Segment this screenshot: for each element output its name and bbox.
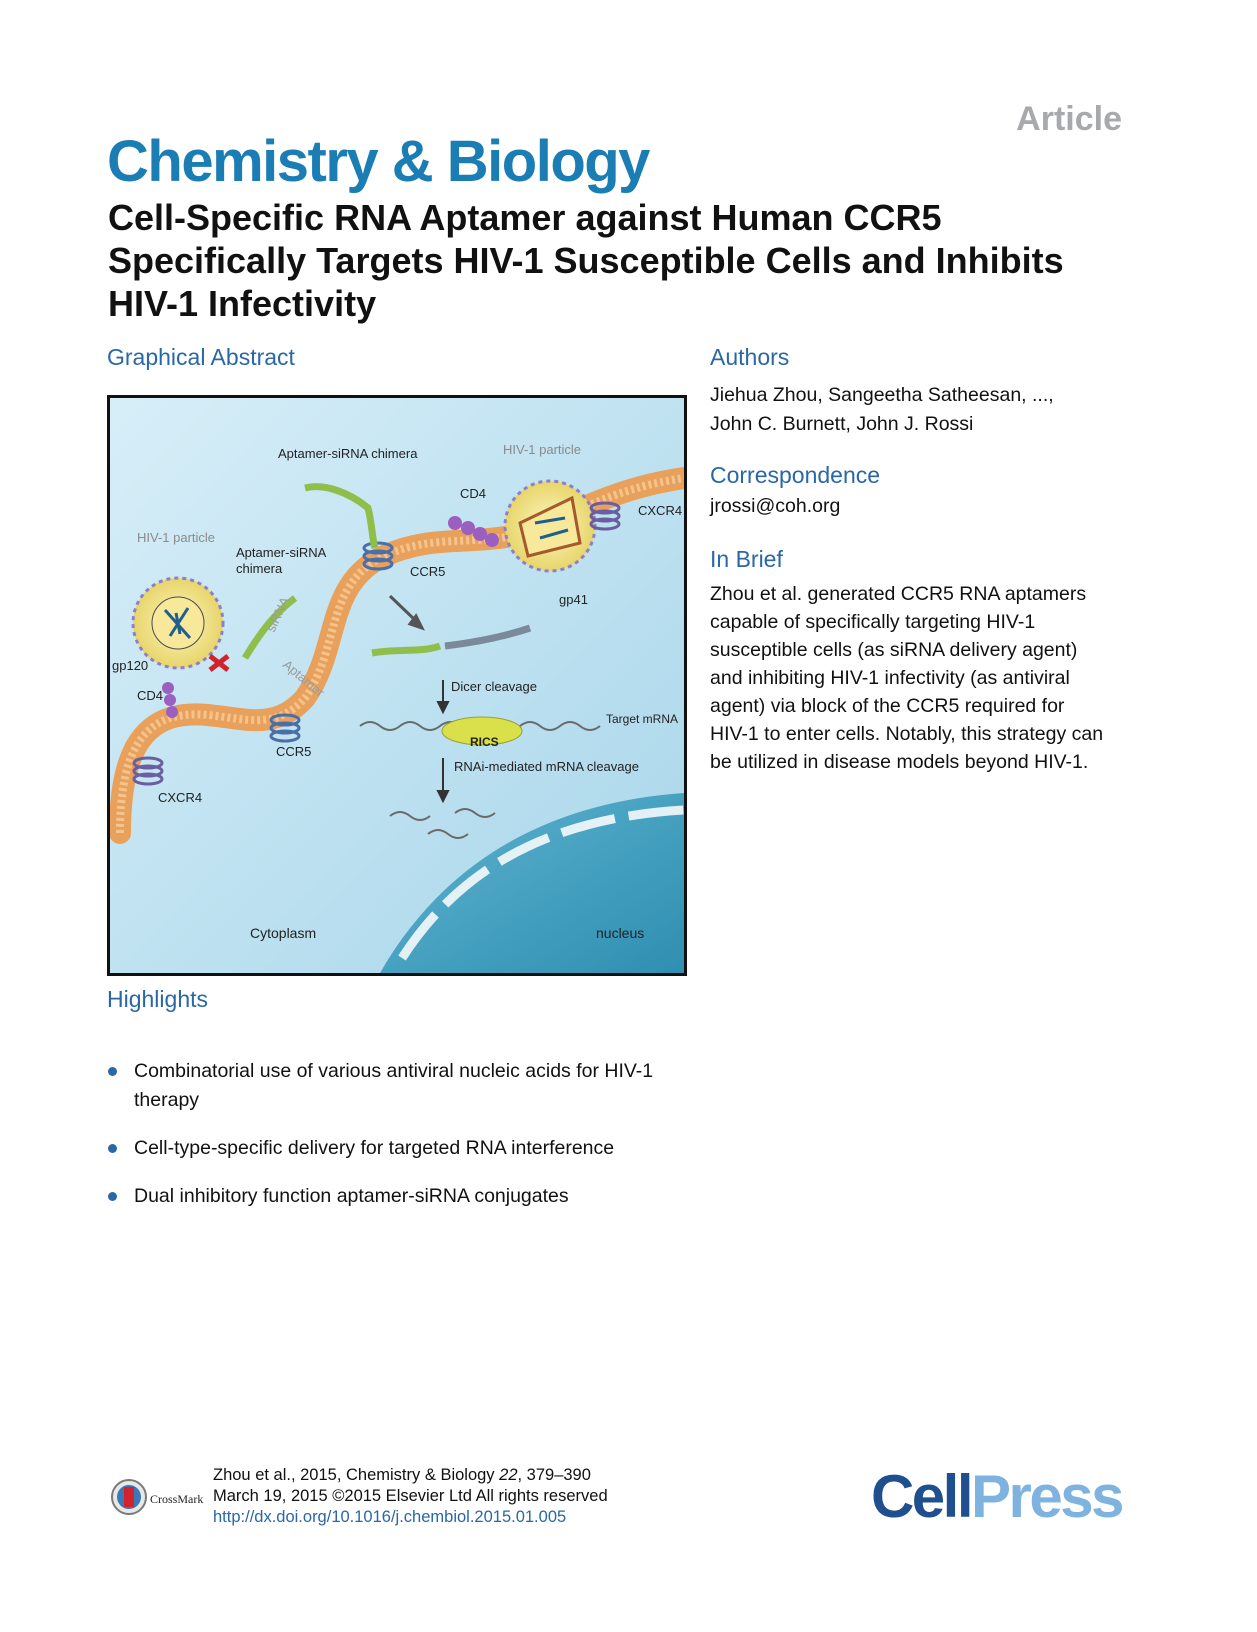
highlights-list: [108, 1057, 708, 1230]
label-cxcr4-left: CXCR4: [158, 790, 203, 805]
correspondence-heading: Correspondence: [710, 462, 881, 488]
bullet-icon: [108, 1144, 117, 1153]
label-rnai-cleavage: RNAi-mediated mRNA cleavage: [454, 759, 639, 774]
highlight-item: Combinatorial use of various antiviral nucleic acids for HIV-1 therapy: [108, 1057, 708, 1115]
label-cd4-top: CD4: [460, 486, 487, 501]
highlight-item: Cell-type-specific delivery for targeted RNA interference: [108, 1134, 708, 1163]
in-brief-heading: In Brief: [710, 546, 783, 572]
label-aptamer: Aptamer: [280, 656, 328, 700]
bullet-icon: [108, 1192, 117, 1201]
authors-line-2: John C. Burnett, John J. Rossi: [710, 413, 974, 435]
label-aptamer-sirna-left-1: Aptamer-siRNA: [236, 545, 327, 560]
label-cytoplasm: Cytoplasm: [250, 925, 317, 941]
label-gp41: gp41: [559, 592, 588, 607]
citation-line: Zhou et al., 2015, Chemistry & Biology 22, 379–390: [213, 1466, 591, 1484]
label-hiv-particle-left: HIV-1 particle: [137, 530, 216, 545]
label-nucleus: nucleus: [596, 925, 645, 941]
authors-heading: Authors: [710, 344, 790, 370]
doi-link[interactable]: http://dx.doi.org/10.1016/j.chembiol.2015.01.005: [213, 1508, 567, 1526]
hiv-particle-left: [133, 578, 223, 668]
hiv-particle-right: [505, 481, 595, 571]
correspondence-email[interactable]: jrossi@coh.org: [710, 495, 841, 517]
label-gp120: gp120: [112, 658, 149, 673]
in-brief-text: Zhou et al. generated CCR5 RNA aptamers capable of specifically targeting HIV-1 susceptible cells (as siRNA delivery agent) and inhibiting HIV-1 infectivity (as antiviral agent) via block of the CCR5 required for HIV-1 to enter cells. Notably, this strategy can be utilized in disease models beyond HIV-1.: [710, 583, 1104, 773]
article-type-label: Article: [1016, 100, 1122, 138]
cellpress-logo: CellPress: [870, 1463, 1122, 1530]
label-target-mrna: Target mRNA: [606, 712, 679, 726]
rights-line: March 19, 2015 ©2015 Elsevier Ltd All rights reserved: [213, 1487, 608, 1505]
journal-name: Chemistry & Biology: [107, 129, 649, 194]
graphical-abstract-figure: [107, 395, 687, 976]
label-sirna: siRNA: [263, 594, 293, 635]
label-ccr5-top: CCR5: [410, 564, 446, 579]
crossmark-label: CrossMark: [150, 1492, 204, 1506]
label-rics: RICS: [470, 735, 499, 749]
article-title: Cell-Specific RNA Aptamer against Human CCR5 Specifically Targets HIV-1 Susceptible Cells and Inhibits HIV-1 Infectivity: [108, 197, 1064, 324]
label-cxcr4-top: CXCR4: [638, 503, 683, 518]
highlight-item: Dual inhibitory function aptamer-siRNA conjugates: [108, 1182, 708, 1211]
label-dicer-cleavage: Dicer cleavage: [451, 679, 537, 694]
label-aptamer-sirna-left-2: chimera: [236, 561, 283, 576]
label-cd4-left: CD4: [137, 688, 164, 703]
label-ccr5-bottom: CCR5: [276, 744, 312, 759]
bullet-icon: [108, 1067, 117, 1076]
highlights-heading: Highlights: [107, 986, 208, 1012]
citation-volume: 22: [499, 1466, 518, 1484]
citation-footer: [213, 1465, 608, 1528]
label-hiv-particle-top: HIV-1 particle: [503, 442, 582, 457]
label-aptamer-sirna-top: Aptamer-siRNA chimera: [278, 446, 418, 461]
authors-line-1: Jiehua Zhou, Sangeetha Satheesan, ...,: [710, 384, 1054, 406]
graphical-abstract-heading: Graphical Abstract: [107, 344, 295, 370]
crossmark-icon[interactable]: [110, 1478, 148, 1516]
authors-list: [710, 381, 1130, 439]
